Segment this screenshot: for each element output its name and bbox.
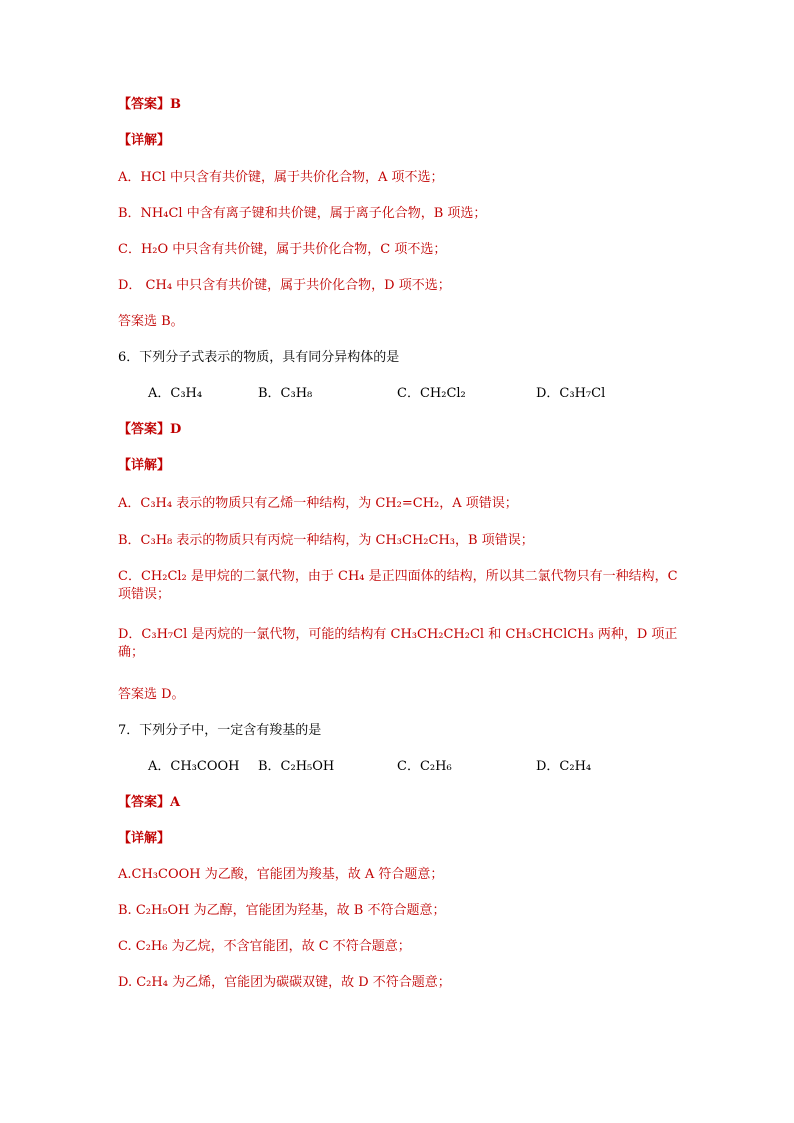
q7-detail-label: 【详解】 xyxy=(118,831,171,846)
q7-stem: 7．下列分子中，一定含有羧基的是 xyxy=(118,723,322,738)
q5-answer: 【答案】B xyxy=(118,97,181,112)
q7-explanation-c: C. C₂H₆ 为乙烷，不含官能团，故 C 不符合题意； xyxy=(118,939,411,954)
q5-explanation-c: C．H₂O 中只含有共价键，属于共价化合物，C 项不选； xyxy=(118,242,447,257)
q6-explanation-b: B．C₃H₈ 表示的物质只有丙烷一种结构，为 CH₃CH₂CH₃，B 项错误； xyxy=(118,533,534,548)
q6-stem: 6．下列分子式表示的物质，具有同分异构体的是 xyxy=(118,350,400,365)
q5-explanation-b: B．NH₄Cl 中含有离子键和共价键，属于离子化合物，B 项选； xyxy=(118,206,487,221)
q6-option-a: A．C₃H₄ xyxy=(148,386,203,401)
q6-explanation-a: A．C₃H₄ 表示的物质只有乙烯一种结构，为 CH₂=CH₂，A 项错误； xyxy=(118,496,518,511)
q7-explanation-b: B. C₂H₅OH 为乙醇，官能团为羟基，故 B 不符合题意； xyxy=(118,903,446,918)
q5-detail-label: 【详解】 xyxy=(118,133,171,148)
q6-detail-label: 【详解】 xyxy=(118,458,171,473)
q6-answer: 【答案】D xyxy=(118,422,182,437)
q5-conclusion: 答案选 B。 xyxy=(118,314,184,329)
q7-option-a: A．CH₃COOH xyxy=(148,759,240,774)
q7-explanation-a: A.CH₃COOH 为乙酸，官能团为羧基，故 A 符合题意； xyxy=(118,867,444,882)
q6-option-d: D．C₃H₇Cl xyxy=(536,386,606,401)
q7-option-c: C．C₂H₆ xyxy=(397,759,452,774)
q6-option-b: B．C₃H₈ xyxy=(258,386,313,401)
q6-explanation-d: D．C₃H₇Cl 是丙烷的一氯代物，可能的结构有 CH₃CH₂CH₂Cl 和 CH₃CHClCH₃ 两种，D 项正确； xyxy=(118,627,678,660)
q6-explanation-c: C．CH₂Cl₂ 是甲烷的二氯代物，由于 CH₄ 是正四面体的结构，所以其二氯代物只有一种结构，C 项错误； xyxy=(118,569,678,602)
q7-answer: 【答案】A xyxy=(118,795,181,810)
q7-options xyxy=(0,758,794,776)
q5-explanation-a: A．HCl 中只含有共价键，属于共价化合物，A 项不选； xyxy=(118,170,444,185)
q6-option-c: C．CH₂Cl₂ xyxy=(397,386,466,401)
q5-explanation-d: D． CH₄ 中只含有共价键，属于共价化合物，D 项不选； xyxy=(118,278,451,293)
q7-option-b: B．C₂H₅OH xyxy=(258,759,335,774)
q6-conclusion: 答案选 D。 xyxy=(118,687,185,702)
q7-explanation-d: D. C₂H₄ 为乙烯，官能团为碳碳双键，故 D 不符合题意； xyxy=(118,975,451,990)
q7-option-d: D．C₂H₄ xyxy=(536,759,592,774)
q6-options xyxy=(0,385,794,403)
